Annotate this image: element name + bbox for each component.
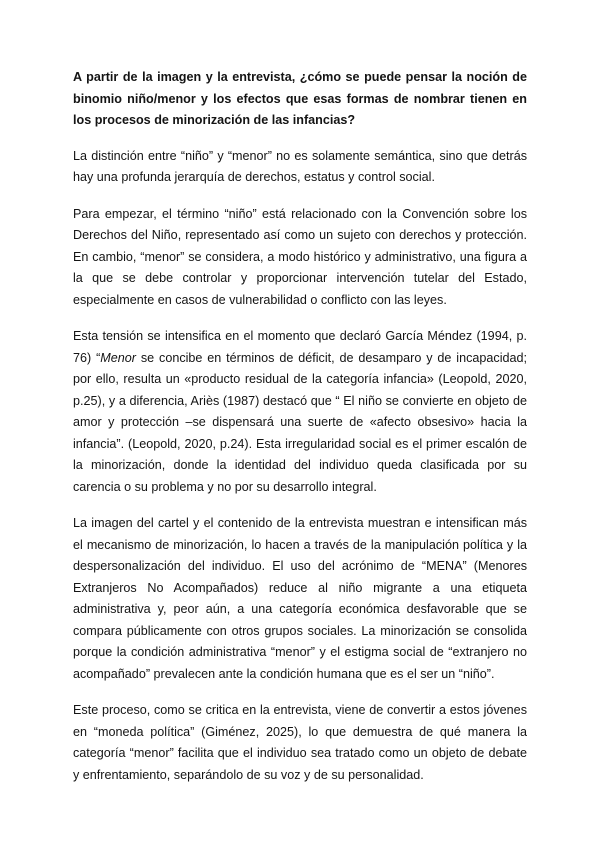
paragraph-2: Para empezar, el término “niño” está relacionado con la Convención sobre los Derechos del Niño, representado así como un sujeto con derechos y protección. En cambio, “menor” se considera, a modo histórico y administrativo, una figura a la que se debe controlar y proporcionar intervención tutelar del Estado, especialmente en casos de vulnerabilidad o conflicto con las leyes.	[73, 206, 527, 307]
paragraph-3-start: Esta tensión se intensifica en el momento que declaró García Méndez (1994, p. 76) “	[73, 329, 527, 365]
paragraph-3-rest: se concibe en términos de déficit, de desamparo y de incapacidad; por ello, resulta un «producto residual de la categoría infancia» (Leopold, 2020, p.25), y a diferencia, Ariès (1987) destacó que “ El niño se convierte en objeto de amor y protección –se dispensará una suerte de «afecto obsesivo» hacia la infancia”. (Leopold, 2020, p.24). Esta irregularidad social es el primer escalón de la minorización, donde la identidad del individuo queda clasificada por su carencia o su problema y no por su desarrollo integral.	[73, 350, 528, 494]
paragraph-3	[73, 326, 527, 498]
emphasized-term-menor: Menor	[100, 350, 136, 365]
paragraph-5: Este proceso, como se critica en la entrevista, viene de convertir a estos jóvenes en “moneda política” (Giménez, 2025), lo que demuestra de qué manera la categoría “menor” facilita que el individuo sea tratado como un objeto de debate y enfrentamiento, separándolo de su voz y de su personalidad.	[73, 703, 527, 782]
question-heading: A partir de la imagen y la entrevista, ¿cómo se puede pensar la noción de binomio niño/menor y los efectos que esas formas de nombrar tienen en los procesos de minorización de las infancias?	[73, 70, 527, 127]
document-page	[73, 67, 527, 801]
paragraph-1: La distinción entre “niño” y “menor” no es solamente semántica, sino que detrás hay una profunda jerarquía de derechos, estatus y control social.	[73, 148, 527, 184]
paragraph-4: La imagen del cartel y el contenido de la entrevista muestran e intensifican más el mecanismo de minorización, lo hacen a través de la manipulación política y la despersonalización del individuo. El uso del acrónimo de “MENA” (Menores Extranjeros No Acompañados) reduce al niño migrante a una etiqueta administrativa y, peor aún, a una categoría económica desfavorable que se compara públicamente con otros grupos sociales. La minorización se consolida porque la condición administrativa “menor” y el estigma social de “extranjero no acompañado” prevalecen ante la condición humana que es el ser un “niño”.	[73, 516, 527, 681]
